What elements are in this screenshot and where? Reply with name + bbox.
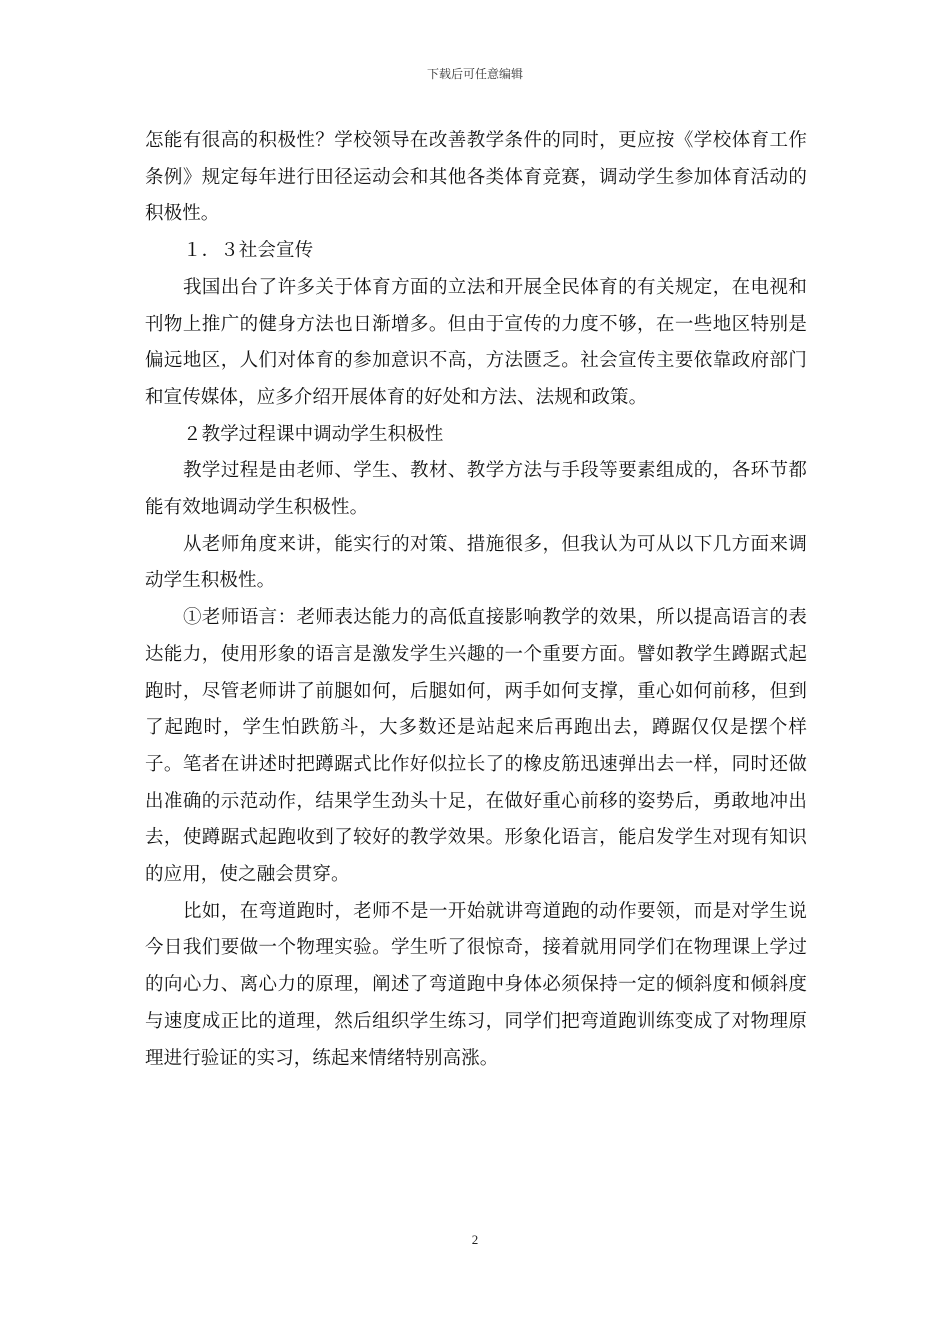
paragraph-teaching-process: 教学过程是由老师、学生、教材、教学方法与手段等要素组成的，各环节都能有效地调动学生积极性。 xyxy=(145,460,807,519)
page-header: 下载后可任意编辑 xyxy=(426,67,523,81)
section-heading-teaching-process: ２教学过程课中调动学生积极性 xyxy=(183,423,444,445)
paragraph-continuation: 怎能有很高的积极性？学校领导在改善教学条件的同时，更应按《学校体育工作条例》规定每年进行田径运动会和其他各类体育竞赛，调动学生参加体育活动的积极性。 xyxy=(145,130,807,225)
paragraph-social-publicity: 我国出台了许多关于体育方面的立法和开展全民体育的有关规定，在电视和刊物上推广的健身方法也日渐增多。但由于宣传的力度不够，在一些地区特别是偏远地区，人们对体育的参加意识不高，方法匮乏。社会宣传主要依靠政府部门和宣传媒体，应多介绍开展体育的好处和方法、法规和政策。 xyxy=(145,276,807,408)
paragraph-curve-running-example: 比如，在弯道跑时，老师不是一开始就讲弯道跑的动作要领，而是对学生说今日我们要做一个物理实验。学生听了很惊奇，接着就用同学们在物理课上学过的向心力、离心力的原理，阐述了弯道跑中身体必须保持一定的倾斜度和倾斜度与速度成正比的道理，然后组织学生练习，同学们把弯道跑训练变成了对物理原理进行验证的实习，练起来情绪特别高涨。 xyxy=(145,900,807,1069)
page-number: 2 xyxy=(471,1232,479,1247)
paragraph-teacher-perspective: 从老师角度来讲，能实行的对策、措施很多，但我认为可从以下几方面来调动学生积极性。 xyxy=(145,533,807,592)
document-body xyxy=(145,123,807,1077)
section-heading-social-publicity: １．３社会宣传 xyxy=(183,240,314,262)
paragraph-teacher-language: ①老师语言：老师表达能力的高低直接影响教学的效果，所以提高语言的表达能力，使用形象的语言是激发学生兴趣的一个重要方面。譬如教学生蹲踞式起跑时，尽管老师讲了前腿如何，后腿如何，两手如何支撑，重心如何前移，但到了起跑时，学生怕跌筋斗，大多数还是站起来后再跑出去，蹲踞仅仅是摆个样子。笔者在讲述时把蹲踞式比作好似拉长了的橡皮筋迅速弹出去一样，同时还做出准确的示范动作，结果学生劲头十足，在做好重心前移的姿势后，勇敢地冲出去，使蹲踞式起跑收到了较好的教学效果。形象化语言，能启发学生对现有知识的应用，使之融会贯穿。 xyxy=(145,607,807,886)
